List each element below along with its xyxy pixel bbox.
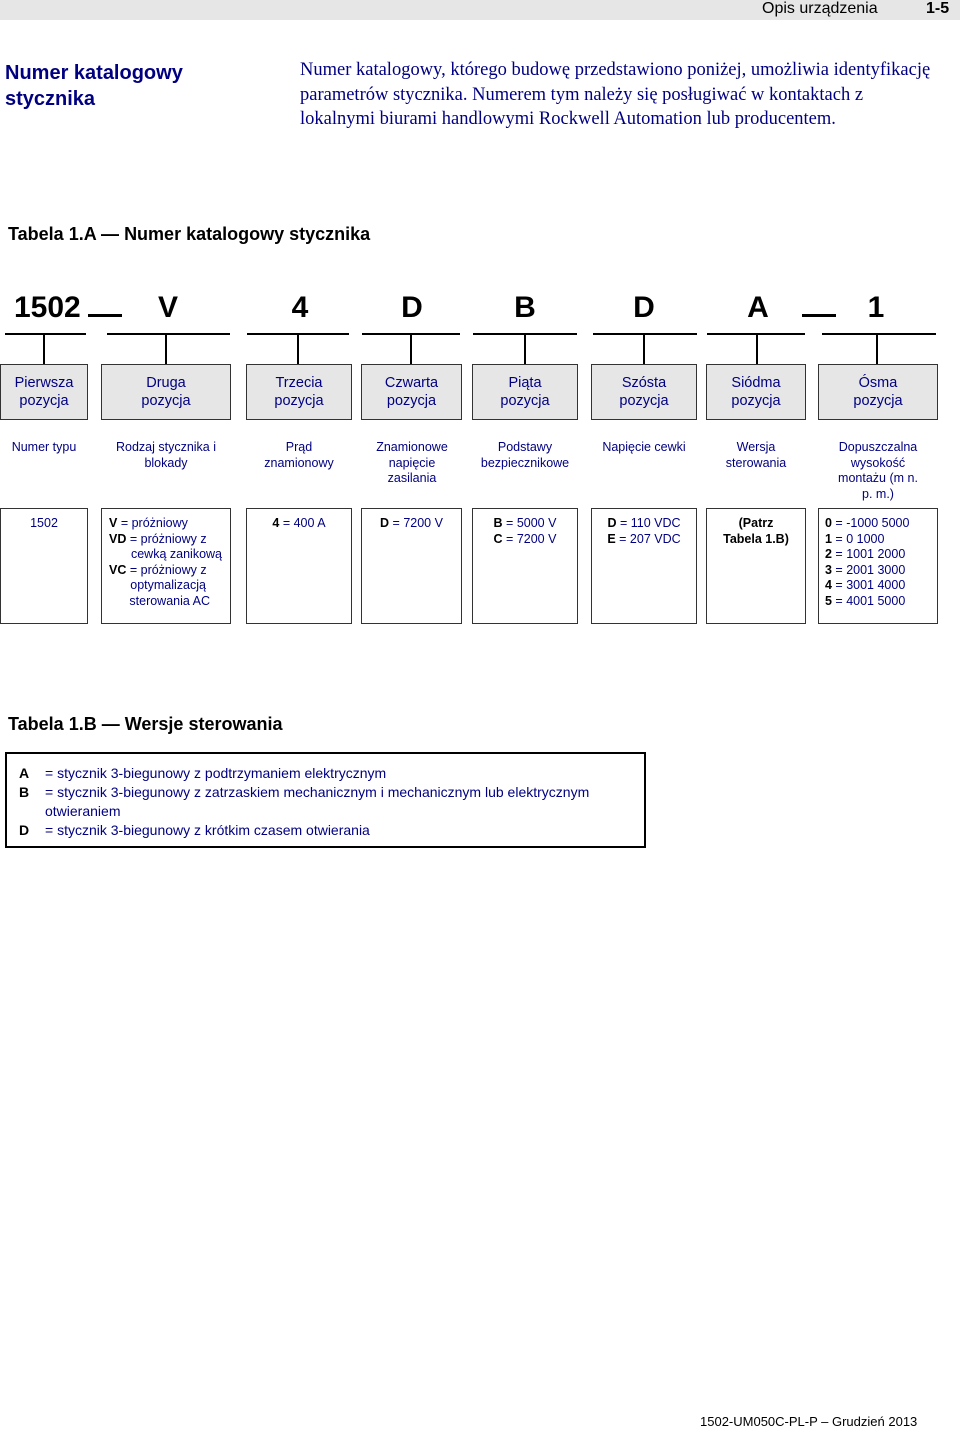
value-text: = 0 1000 (831, 531, 885, 546)
value-text: = próżniowy (117, 516, 188, 530)
position-sublabel: pozycja (274, 393, 324, 409)
version-text: = stycznik 3-biegunowy z zatrzaskiem mechanicznym i mechanicznym lub elektrycznym otwieraniem (45, 784, 590, 819)
table-b-title (8, 714, 282, 735)
position-description-4: Znamionowe napięcie zasilania (376, 440, 448, 485)
position-description-8: Dopuszczalna wysokość montażu (m n. p. m.) (838, 440, 918, 501)
value-key: 1 (825, 531, 832, 546)
table-b-number: Tabela 1.B (8, 714, 97, 734)
value-key: 3 (825, 562, 832, 577)
value-key: 2 (825, 547, 832, 561)
value-text: cewką zanikową (130, 547, 222, 561)
value-text: = 2001 3000 (831, 562, 906, 577)
value-text: = 7200 V (502, 531, 557, 546)
table-a-title (8, 224, 370, 245)
position-sublabel: pozycja (141, 393, 191, 409)
connector-line (297, 334, 299, 365)
header-section-title: Opis urządzenia (762, 0, 878, 17)
connector-line (165, 334, 167, 365)
value-box-5 (472, 508, 578, 624)
code-char-8: 1 (867, 291, 885, 324)
value-box-8 (818, 508, 938, 624)
table-b-text: Wersje sterowania (124, 714, 283, 734)
value-box-6 (591, 508, 697, 624)
intro-paragraph: Numer katalogowy, którego budowę przedstawiono poniżej, umożliwia identyfikację parametrów stycznika. Numerem tym należy się posługiwać w kontaktach z lokalnymi biurami handlowymi Rockwell Automation lub producentem. (300, 60, 931, 129)
position-label: Druga (146, 375, 186, 391)
value-text: = 207 VDC (615, 531, 681, 546)
code-dash (802, 314, 836, 317)
position-sublabel: pozycja (853, 393, 903, 409)
position-label: Pierwsza (14, 375, 74, 391)
value-text: optymalizacją (130, 578, 206, 592)
position-sublabel: pozycja (619, 393, 669, 409)
version-key: B (19, 784, 30, 800)
code-char-3: 4 (291, 291, 309, 324)
position-sublabel: pozycja (19, 393, 69, 409)
position-box-8 (818, 364, 938, 420)
value-key: 0 (825, 516, 832, 530)
value-box-2 (101, 508, 231, 624)
table-a-text: Numer katalogowy stycznika (124, 224, 371, 244)
code-underline (822, 333, 936, 335)
table-a-number: Tabela 1.A (8, 224, 97, 244)
value-text: = próżniowy z (126, 531, 207, 546)
value-key: C (493, 531, 503, 546)
position-box-6 (591, 364, 697, 420)
value-key: B (493, 516, 503, 530)
value-text: Tabela 1.B) (723, 531, 789, 546)
connector-line (524, 334, 526, 365)
position-box-2 (101, 364, 231, 420)
value-key: 5 (825, 593, 832, 608)
value-text: 1502 (30, 516, 58, 530)
connector-line (756, 334, 758, 365)
connector-line (643, 334, 645, 365)
value-key: D (607, 516, 617, 530)
value-box-7 (706, 508, 806, 624)
code-char-4: D (401, 291, 423, 324)
code-dash (88, 314, 122, 317)
position-label: Piąta (508, 375, 542, 391)
list-item (19, 821, 632, 840)
code-char-5: B (514, 291, 536, 324)
code-char-6: D (633, 291, 655, 324)
position-sublabel: pozycja (500, 393, 550, 409)
position-label: Czwarta (384, 375, 439, 391)
position-label: Szósta (621, 375, 667, 391)
version-text: = stycznik 3-biegunowy z krótkim czasem otwierania (45, 822, 370, 838)
code-underline (593, 333, 697, 335)
value-text: = 5000 V (502, 516, 557, 530)
position-box-4 (361, 364, 462, 420)
value-key: VC (109, 562, 127, 577)
position-description-2: Rodzaj stycznika i blokady (115, 440, 217, 470)
code-char-1: 1502 (14, 291, 81, 324)
value-text: = -1000 5000 (831, 516, 910, 530)
list-item (19, 764, 632, 783)
value-box-3 (246, 508, 352, 624)
code-underline (5, 333, 86, 335)
value-text: = 400 A (279, 516, 326, 530)
position-box-1 (0, 364, 88, 420)
position-box-3 (246, 364, 352, 420)
position-sublabel: pozycja (731, 393, 781, 409)
position-description-5: Podstawy bezpiecznikowe (480, 440, 570, 470)
connector-line (410, 334, 412, 365)
position-label: Siódma (731, 375, 781, 391)
value-key: 4 (272, 516, 280, 530)
position-box-7 (706, 364, 806, 420)
header-page-number: 1-5 (926, 0, 950, 17)
value-key: 4 (825, 578, 832, 592)
position-description-3: Prąd znamionowy (264, 440, 334, 470)
value-text: sterowania AC (129, 593, 210, 608)
value-key: D (380, 516, 390, 530)
version-key: A (19, 765, 30, 781)
value-text: = 1001 2000 (831, 547, 906, 561)
value-box-1 (0, 508, 88, 624)
value-key: E (607, 531, 616, 546)
value-text: = 3001 4000 (831, 578, 906, 592)
footer-doc-id: 1502-UM050C-PL-P – Grudzień 2013 (700, 1414, 918, 1429)
value-text: = 110 VDC (616, 516, 681, 530)
list-item (19, 783, 632, 821)
value-text: (Patrz (738, 516, 774, 530)
position-description-1: Numer typu (11, 440, 77, 454)
table-a-dash: — (101, 224, 120, 244)
value-text: = 7200 V (389, 516, 443, 530)
code-char-2: V (157, 291, 178, 324)
position-description-6: Napięcie cewki (602, 440, 686, 454)
position-sublabel: pozycja (386, 393, 437, 409)
position-description-7: Wersja sterowania (725, 440, 787, 470)
table-b-dash: — (101, 714, 120, 734)
value-key: VD (109, 531, 127, 546)
code-char-7: A (747, 291, 769, 324)
connector-line (876, 334, 878, 365)
side-heading: Numer katalogowy stycznika (5, 62, 183, 110)
value-box-4 (361, 508, 462, 624)
position-label: Ósma (858, 375, 898, 391)
version-key: D (19, 822, 30, 838)
position-box-5 (472, 364, 578, 420)
connector-line (43, 334, 45, 365)
value-text: = 4001 5000 (831, 593, 906, 608)
code-underline (107, 333, 230, 335)
value-text: = próżniowy z (126, 562, 207, 577)
position-label: Trzecia (275, 375, 323, 391)
control-versions-box (5, 752, 646, 848)
value-key: V (109, 516, 118, 530)
version-text: = stycznik 3-biegunowy z podtrzymaniem elektrycznym (45, 765, 387, 781)
